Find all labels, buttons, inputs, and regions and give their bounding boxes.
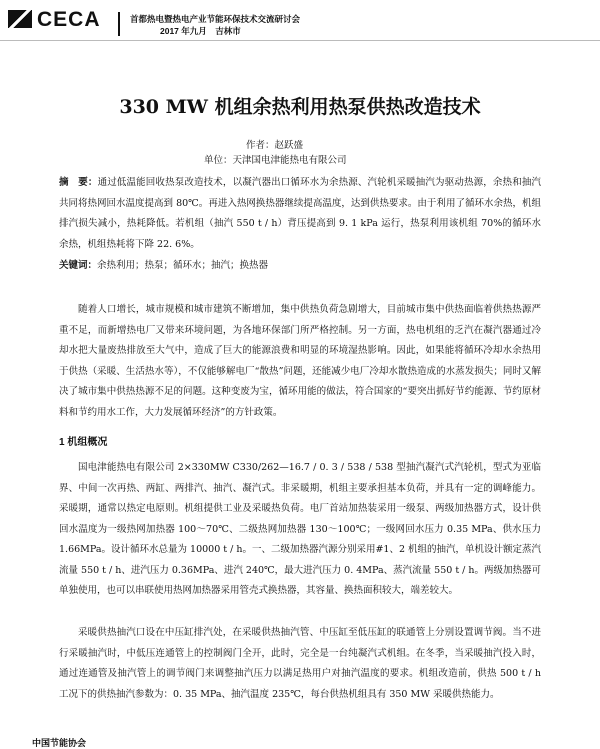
ceca-logo <box>8 8 101 32</box>
keywords <box>59 257 541 271</box>
abstract <box>59 173 541 255</box>
abstract-text: 通过低温能回收热泵改造技术，以凝汽器出口循环水为余热源、汽轮机采暖抽汽为驱动热源，余热和抽汽共同将热网回水温度提高到 80℃。再进入热网换热器继续提高温度，达到供热要求。由于利用了循环水余热，机组排汽损失减小，热耗降低。若机组（抽汽 550 t / h）背压提高到 9. 1 kPa 运行，热泵利用该机组 70%的循环水余热，机组热耗将下降 22. 6%。 <box>59 177 541 250</box>
logo-text: CECA <box>37 8 101 31</box>
header-rule <box>0 40 600 41</box>
section1-paragraph-1: 国电津能热电有限公司 2×330MW C330/262—16.7 / 0. 3 / 538 / 538 型抽汽凝汽式汽轮机，型式为亚临界、中间一次再热、两缸、两排汽、抽汽、凝汽式。非采暖期，机组主要承担基本负荷，并具有一定的调峰能力。采暖期，通常以热定电原则。机组提供工业及采暖热负荷。电厂首站加热装采用一级泵、两级加热器方式，设计供回水温度为一级热网加热器 100～70℃、二级热网加热器 130～100℃；一级网回水压力 0.35 MPa、供水压力 1.66MPa。设计循环水总量为 10000 t / h。一、二级加热器汽源分别采用#1、2 机组的抽汽，单机设计额定蒸汽流量 550 t / h、进汽压力 0.36MPa、进汽 240℃，最大进汽压力 0. 4MPa、蒸汽流量 550 t / h。两级加热器可单独使用，也可以串联使用热网加热器采用管壳式换热器，其容量、换热面积较大，端差较大。 <box>59 462 542 596</box>
section1-paragraph-2: 采暖供热抽汽口设在中压缸排汽处，在采暖供热抽汽管、中压缸至低压缸的联通管上分别设置调节阀。当不进行采暖抽汽时，中低压连通管上的控制阀门全开，此时，完全是一台纯凝汽式机组。在冬季，当采暖抽汽投入时，通过连通管及抽汽管上的调节阀门来调整抽汽压力以满足热用户对抽汽温度的要求。机组改造前，供热 500 t / h 工况下的供热抽汽参数为：0. 35 MPa、抽汽温度 235℃，每台供热机组具有 350 MW 采暖供热能力。 <box>59 627 541 700</box>
keywords-label: 关键词： <box>59 260 98 271</box>
intro-paragraph: 随着人口增长，城市规模和城市建筑不断增加，集中供热负荷急剧增大，目前城市集中供热面临着供热热源严重不足，而新增热电厂又带来环境问题，为各地环保部门所严格控制。另一方面，热电机组的乏汽在凝汽器通过冷却水把大量废热排放至大气中，造成了巨大的能源浪费和明显的环境湿热影响。因此，如果能将循环冷却水余热用于供热（采暖、生活热水等），不仅能够解电厂“散热”问题，还能减少电厂冷却水散热造成的水蒸发损失；同时又解决了城市集中供热热源不足的问题。这种变废为宝，循环用能的做法，符合国家的“要突出抓好节约能源、节约原材料和节约用水工作，大力发展循环经济”的方针政策。 <box>59 304 541 418</box>
conference-date-place: 2017 年九月 吉林市 <box>160 26 241 36</box>
author-line: 作者：赵跃盛 <box>246 140 304 151</box>
abstract-label: 摘 要： <box>59 177 98 188</box>
footer-publisher: 中国节能协会 <box>32 738 87 748</box>
keywords-text: 余热利用；热泵；循环水；抽汽；换热器 <box>97 260 269 271</box>
section-heading: 1 机组概况 <box>59 437 108 448</box>
conference-name: 首都热电暨热电产业节能环保技术交流研讨会 <box>130 14 301 24</box>
ceca-logo-mark-icon <box>8 10 32 28</box>
header-divider <box>118 12 120 36</box>
article-title: 330 MW 机组余热利用热泵供热改造技术 <box>119 96 481 118</box>
affiliation-line: 单位：天津国电津能热电有限公司 <box>204 155 347 166</box>
